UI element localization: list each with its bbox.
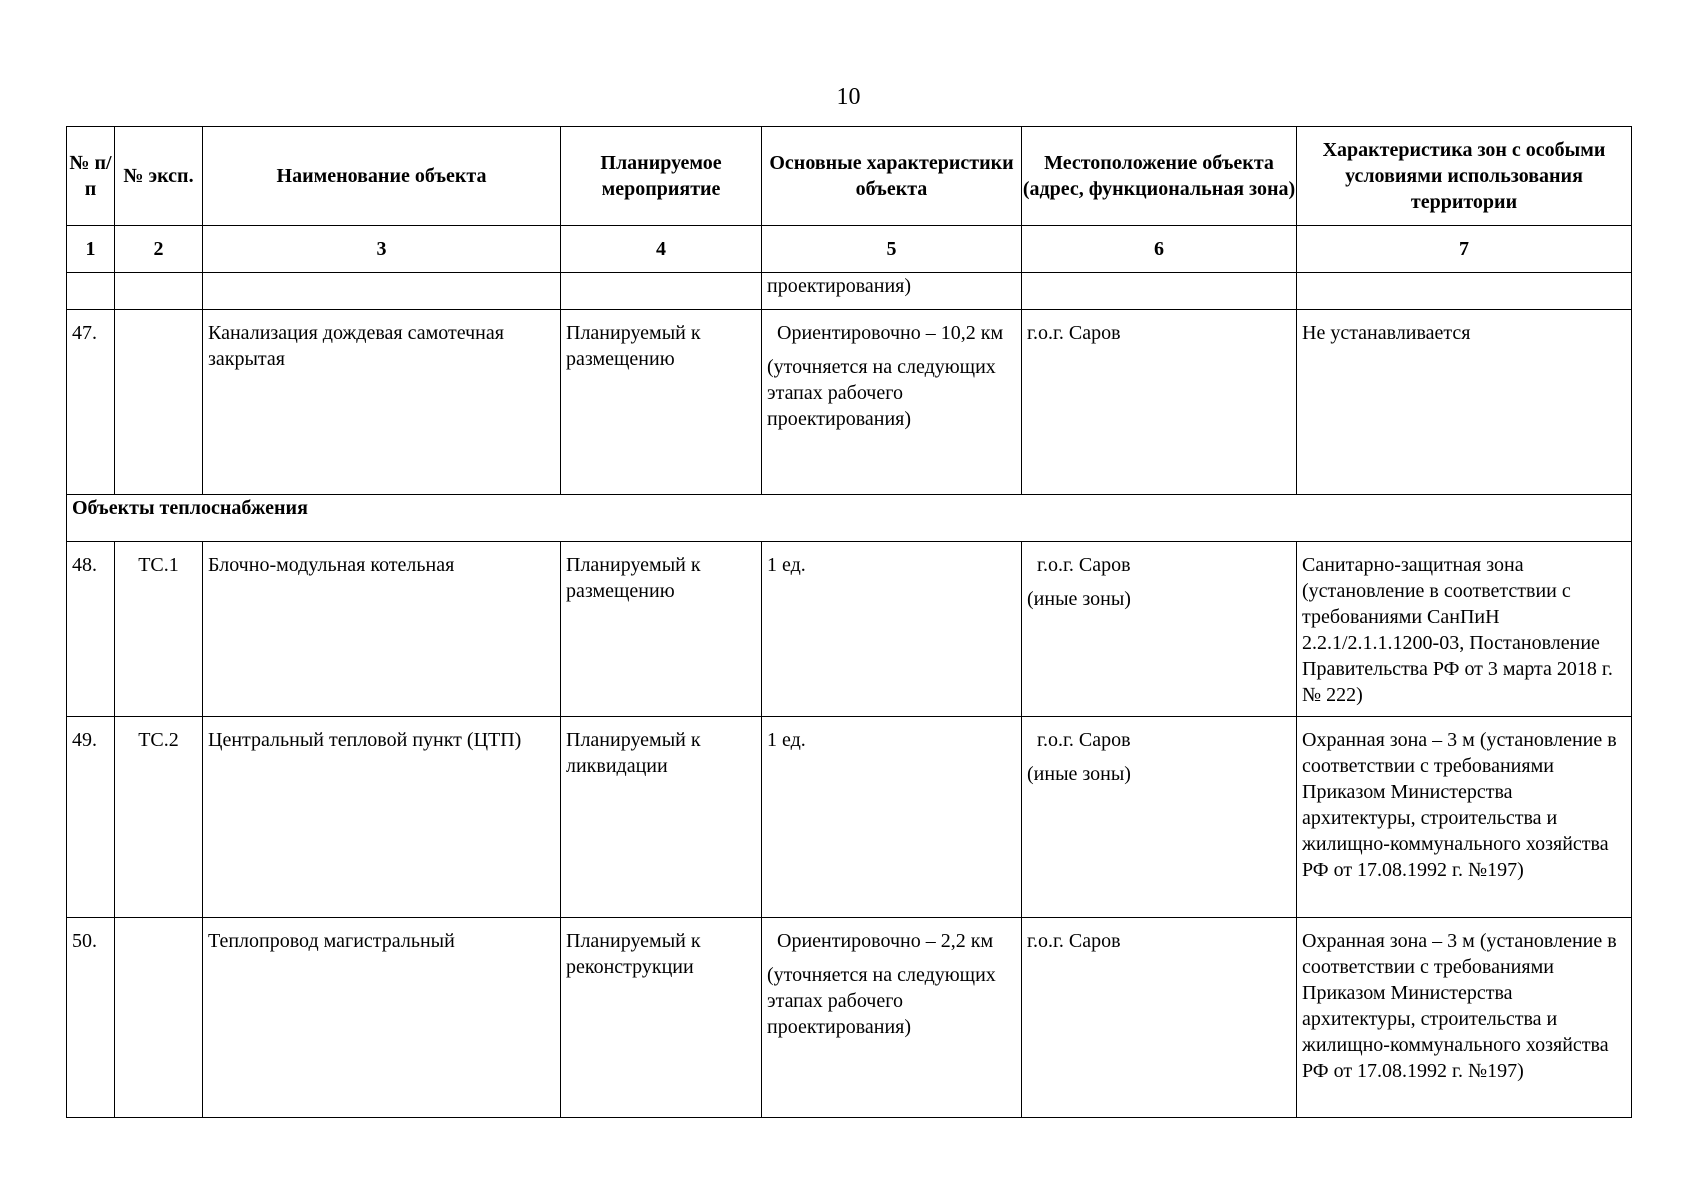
header-planned-action: Планируемое мероприятие xyxy=(561,127,762,226)
column-number: 1 xyxy=(67,226,115,273)
row-location: г.о.г. Саров xyxy=(1027,930,1121,952)
column-number: 4 xyxy=(561,226,762,273)
row-number: 48. xyxy=(72,554,97,576)
row-characteristics: 1 ед. xyxy=(767,729,806,751)
row-zone-characteristics: Не устанавливается xyxy=(1302,322,1471,344)
row-characteristics: Ориентировочно – 10,2 км xyxy=(777,322,1004,344)
row-zone-characteristics: Охранная зона – 3 м (установление в соответствии с требованиями Приказом Министерства архитектуры, строительства и жилищно-коммунального хозяйства РФ от 17.08.1992 г. №197) xyxy=(1302,729,1617,881)
column-number: 7 xyxy=(1297,226,1632,273)
row-zone-characteristics: Санитарно-защитная зона (установление в соответствии с требованиями СанПиН 2.2.1/2.1.1.1200-03, Постановление Правительства РФ от 3 марта 2018 г. № 222) xyxy=(1302,554,1613,706)
row-zone-characteristics: Охранная зона – 3 м (установление в соответствии с требованиями Приказом Министерства архитектуры, строительства и жилищно-коммунального хозяйства РФ от 17.08.1992 г. №197) xyxy=(1302,930,1617,1082)
row-location: г.о.г. Саров xyxy=(1027,322,1121,344)
row-number: 49. xyxy=(72,729,97,751)
column-number: 5 xyxy=(762,226,1022,273)
column-number: 6 xyxy=(1022,226,1297,273)
row-object-name: Канализация дождевая самотечная закрытая xyxy=(208,322,504,370)
row-planned-action: Планируемый к размещению xyxy=(566,554,701,602)
header-exp-number: № эксп. xyxy=(115,127,203,226)
column-numbers-row xyxy=(67,226,1632,273)
row-planned-action: Планируемый к ликвидации xyxy=(566,729,701,777)
row-location: г.о.г. Саров xyxy=(1037,729,1131,751)
header-number: № п/п xyxy=(67,127,115,226)
objects-table xyxy=(66,126,1632,1118)
row-planned-action: Планируемый к размещению xyxy=(566,322,701,370)
column-number: 2 xyxy=(115,226,203,273)
row-exp-number xyxy=(115,310,202,320)
page-number: 10 xyxy=(836,84,861,110)
row-location-note: (иные зоны) xyxy=(1027,588,1131,610)
row-number: 47. xyxy=(72,322,97,344)
header-characteristics: Основные характеристики объекта xyxy=(762,127,1022,226)
row-characteristics-note: (уточняется на следующих этапах рабочего проектирования) xyxy=(767,356,996,430)
row-location-note: (иные зоны) xyxy=(1027,763,1131,785)
row-characteristics: Ориентировочно – 2,2 км xyxy=(777,930,994,952)
continued-characteristics: проектирования) xyxy=(767,275,912,297)
row-characteristics-note: (уточняется на следующих этапах рабочего проектирования) xyxy=(767,964,996,1038)
row-characteristics: 1 ед. xyxy=(767,554,806,576)
table-row xyxy=(67,918,1632,1118)
column-number: 3 xyxy=(203,226,561,273)
row-exp-number xyxy=(115,918,202,928)
row-object-name: Теплопровод магистральный xyxy=(208,930,455,952)
section-row xyxy=(67,495,1632,542)
row-planned-action: Планируемый к реконструкции xyxy=(566,930,701,978)
table-row xyxy=(67,542,1632,717)
section-title: Объекты теплоснабжения xyxy=(72,497,308,519)
table-header-row xyxy=(67,127,1632,226)
table-row xyxy=(67,310,1632,495)
row-exp-number: ТС.1 xyxy=(138,554,179,576)
row-object-name: Блочно-модульная котельная xyxy=(208,554,455,576)
header-object-name: Наименование объекта xyxy=(203,127,561,226)
row-location: г.о.г. Саров xyxy=(1037,554,1131,576)
header-location: Местоположение объекта (адрес, функциональная зона) xyxy=(1022,127,1297,226)
row-number: 50. xyxy=(72,930,97,952)
table-row-continuation xyxy=(67,273,1632,310)
row-object-name: Центральный тепловой пункт (ЦТП) xyxy=(208,729,522,751)
row-exp-number: ТС.2 xyxy=(138,729,179,751)
table-row xyxy=(67,717,1632,918)
header-zone-characteristics: Характеристика зон с особыми условиями использования территории xyxy=(1297,127,1632,226)
